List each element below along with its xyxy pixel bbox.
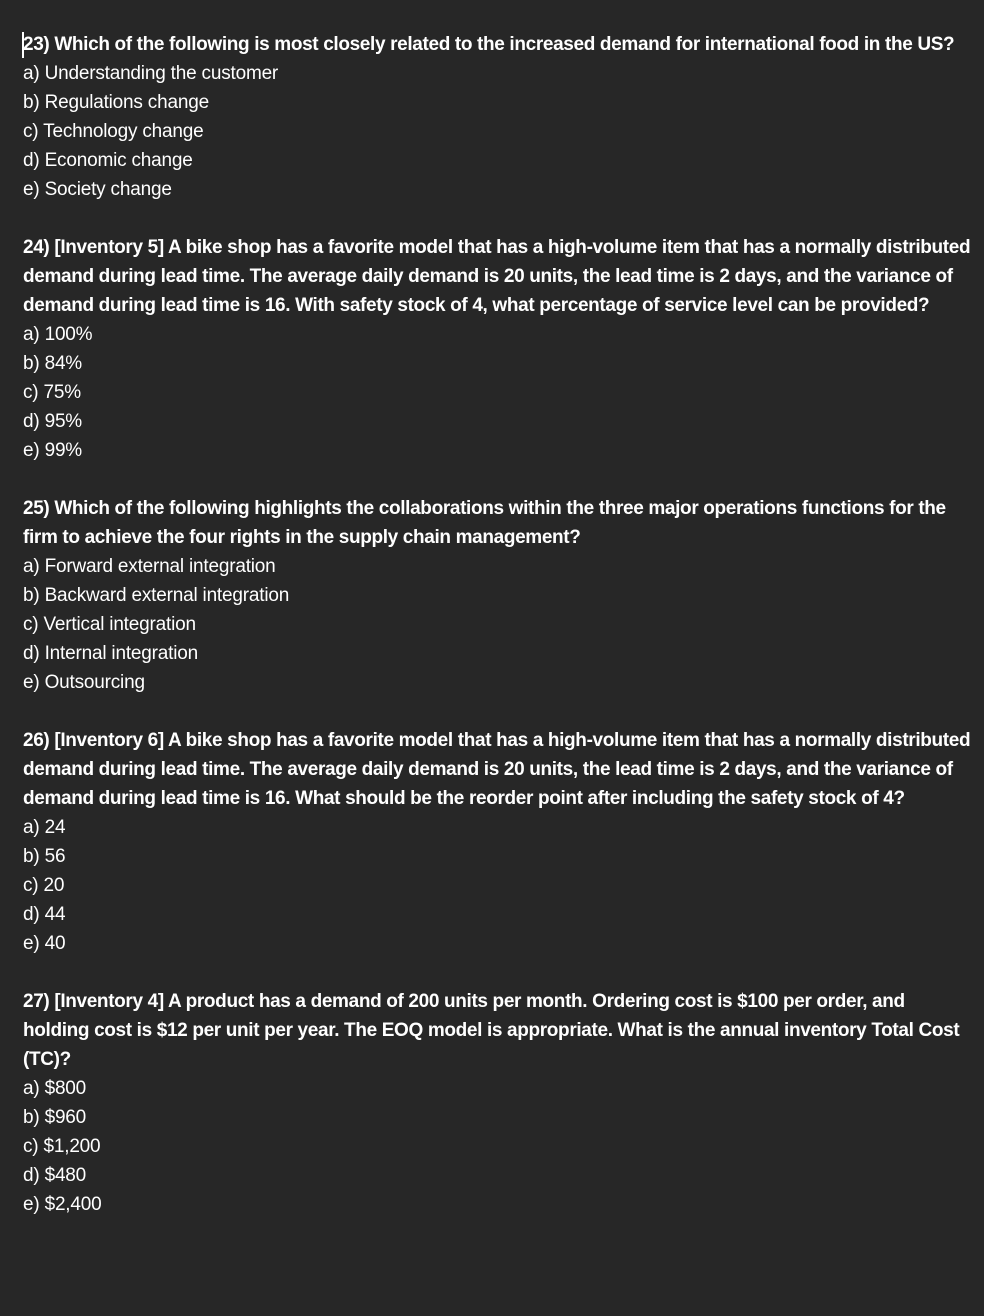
answer-options bbox=[23, 320, 973, 465]
answer-option: a) Forward external integration bbox=[23, 556, 276, 577]
question-stem: 26) [Inventory 6] A bike shop has a favorite model that has a high-volume item that has a normally distributed demand during lead time. The average daily demand is 20 units, the lead time is 2 days, and the variance of demand during lead time is 16. What should be the reorder point after including the safety stock of 4? bbox=[23, 730, 976, 809]
answer-option: e) 99% bbox=[23, 440, 83, 461]
question-document bbox=[23, 30, 976, 1219]
answer-option: c) $1,200 bbox=[23, 1136, 101, 1157]
answer-options bbox=[23, 552, 973, 697]
question-stem: 27) [Inventory 4] A product has a demand of 200 units per month. Ordering cost is $100 per order, and holding cost is $12 per unit per year. The EOQ model is appropriate. What is the annual inventory Total Cost (TC)? bbox=[23, 991, 965, 1070]
answer-options bbox=[23, 1074, 973, 1219]
answer-option: c) 75% bbox=[23, 382, 81, 403]
question-stem: 25) Which of the following highlights the collaborations within the three major operations functions for the firm to achieve the four rights in the supply chain management? bbox=[23, 498, 951, 548]
answer-option: c) Technology change bbox=[23, 121, 204, 142]
answer-options bbox=[23, 813, 973, 958]
question-26 bbox=[23, 726, 976, 958]
answer-option: a) Understanding the customer bbox=[23, 63, 279, 84]
answer-option: b) Backward external integration bbox=[23, 585, 290, 606]
answer-options bbox=[23, 59, 973, 204]
answer-option: e) Outsourcing bbox=[23, 672, 145, 693]
question-25 bbox=[23, 494, 973, 697]
answer-option: d) Internal integration bbox=[23, 643, 198, 664]
answer-option: c) Vertical integration bbox=[23, 614, 196, 635]
question-27 bbox=[23, 987, 973, 1219]
answer-option: a) 100% bbox=[23, 324, 93, 345]
answer-option: d) 44 bbox=[23, 904, 66, 925]
answer-option: e) 40 bbox=[23, 933, 66, 954]
answer-option: e) Society change bbox=[23, 179, 172, 200]
answer-option: a) 24 bbox=[23, 817, 66, 838]
answer-option: b) 56 bbox=[23, 846, 66, 867]
answer-option: d) $480 bbox=[23, 1165, 87, 1186]
answer-option: d) Economic change bbox=[23, 150, 193, 171]
question-23 bbox=[23, 30, 973, 204]
question-stem: 23) Which of the following is most closely related to the increased demand for international food in the US? bbox=[23, 34, 955, 55]
answer-option: b) $960 bbox=[23, 1107, 87, 1128]
question-stem: 24) [Inventory 5] A bike shop has a favorite model that has a high-volume item that has a normally distributed demand during lead time. The average daily demand is 20 units, the lead time is 2 days, and the variance of demand during lead time is 16. With safety stock of 4, what percentage of service level can be provided? bbox=[23, 237, 976, 316]
answer-option: b) Regulations change bbox=[23, 92, 209, 113]
answer-option: b) 84% bbox=[23, 353, 83, 374]
answer-option: d) 95% bbox=[23, 411, 83, 432]
answer-option: e) $2,400 bbox=[23, 1194, 102, 1215]
answer-option: c) 20 bbox=[23, 875, 65, 896]
answer-option: a) $800 bbox=[23, 1078, 87, 1099]
question-24 bbox=[23, 233, 976, 465]
